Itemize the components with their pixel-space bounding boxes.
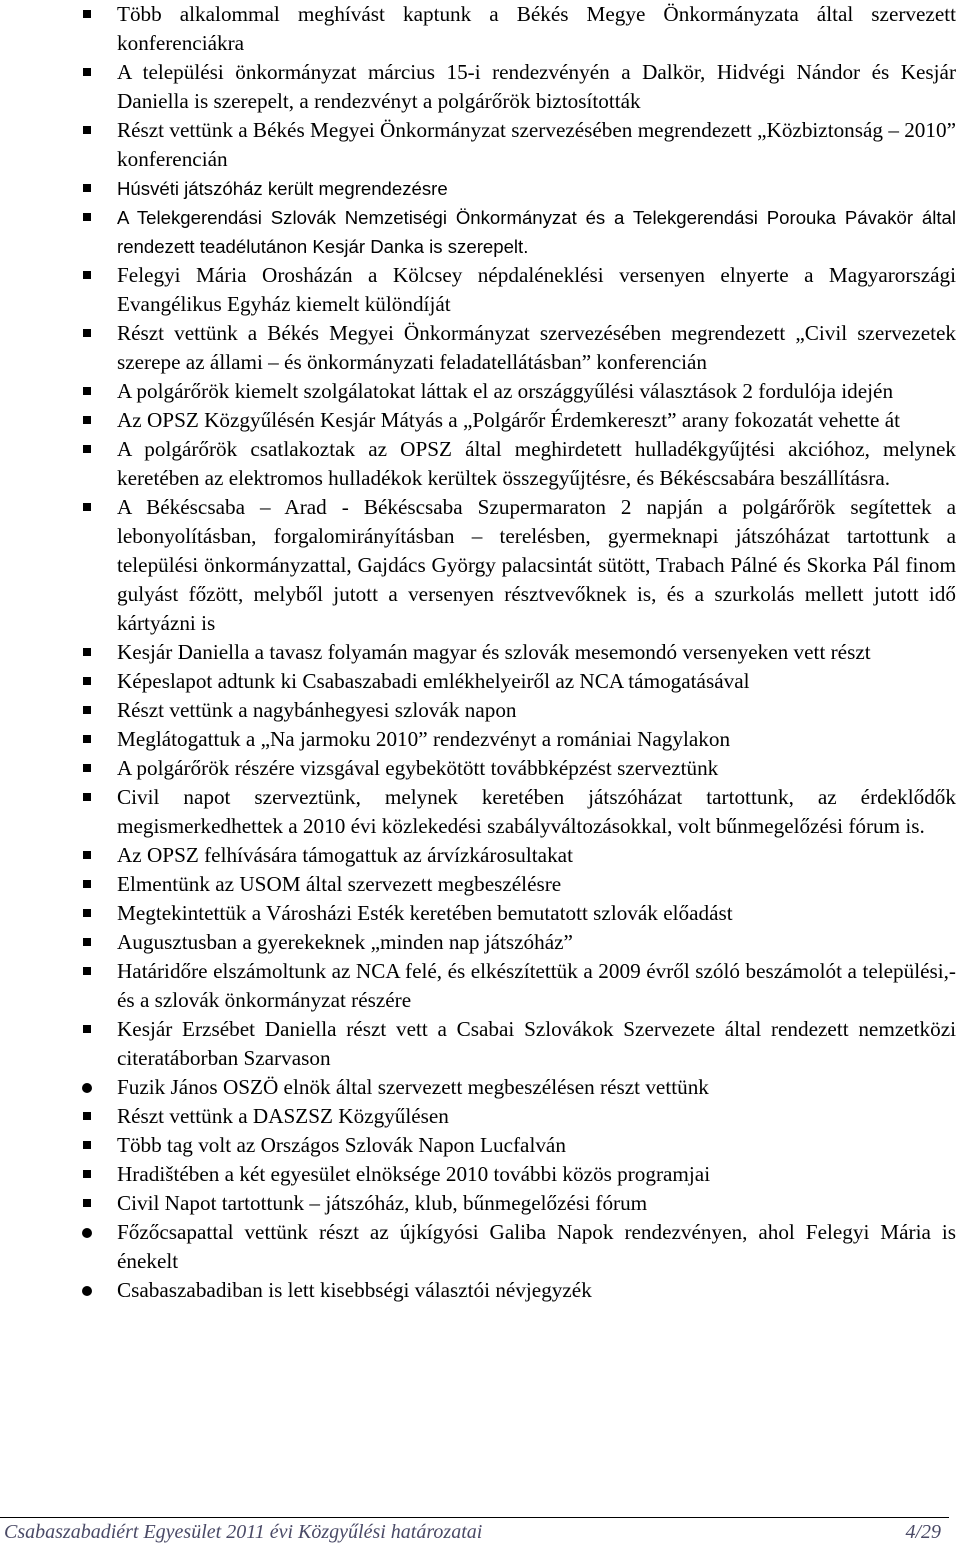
list-item-text: Civil napot szerveztünk, melynek keretében játszóházat tartottunk, az érdeklődők megismerkedhettek a 2010 évi közlekedési szabályváltozásokkal, volt bűnmegelőzési fórum is. (117, 785, 956, 838)
square-bullet-icon (83, 1025, 91, 1033)
list-item-text: A polgárőrök csatlakoztak az OPSZ által meghirdetett hulladékgyűjtési akcióhoz, melynek keretében az elektromos hulladékok kerültek összegyűjtésre, és Békéscsabára beszállításra. (117, 437, 956, 490)
list-item-text: Részt vettünk a DASZSZ Közgyűlésen (117, 1104, 449, 1128)
square-bullet-icon (83, 213, 91, 221)
square-bullet-icon (83, 880, 91, 888)
square-bullet-icon (83, 967, 91, 975)
list-item-text: Húsvéti játszóház került megrendezésre (117, 178, 448, 199)
list-item (78, 754, 956, 783)
square-bullet-icon (83, 677, 91, 685)
list-item (78, 203, 956, 261)
square-bullet-icon (83, 271, 91, 279)
list-item (78, 1073, 956, 1102)
round-bullet-icon (82, 1228, 92, 1238)
square-bullet-icon (83, 416, 91, 424)
list-item (78, 1102, 956, 1131)
list-item-text: Kesjár Erzsébet Daniella részt vett a Csabai Szlovákok Szervezete által rendezett nemzetközi citeratáborban Szarvason (117, 1017, 956, 1070)
square-bullet-icon (83, 793, 91, 801)
list-item-text: Az OPSZ felhívására támogattuk az árvízkárosultakat (117, 843, 573, 867)
list-item-text: Részt vettünk a Békés Megyei Önkormányzat szervezésében megrendezett „Civil szervezetek szerepe az állami – és önkormányzati feladatellátásban” konferencián (117, 321, 956, 374)
list-item-text: Részt vettünk a nagybánhegyesi szlovák napon (117, 698, 517, 722)
list-item (78, 841, 956, 870)
list-item-text: Főzőcsapattal vettünk részt az újkígyósi Galiba Napok rendezvényen, ahol Felegyi Mária is énekelt (117, 1220, 956, 1273)
square-bullet-icon (83, 735, 91, 743)
activity-list (78, 0, 956, 1305)
square-bullet-icon (83, 445, 91, 453)
square-bullet-icon (83, 68, 91, 76)
list-item-text: Képeslapot adtunk ki Csabaszabadi emlékhelyeiről az NCA támogatásával (117, 669, 750, 693)
list-item-text: Kesjár Daniella a tavasz folyamán magyar és szlovák mesemondó versenyeken vett részt (117, 640, 871, 664)
list-item (78, 174, 956, 203)
square-bullet-icon (83, 1141, 91, 1149)
page-footer (0, 1520, 941, 1544)
list-item-text: Csabaszabadiban is lett kisebbségi választói névjegyzék (117, 1278, 592, 1302)
list-item (78, 319, 956, 377)
square-bullet-icon (83, 503, 91, 511)
list-item-text: Elmentünk az USOM által szervezett megbeszélésre (117, 872, 562, 896)
list-item (78, 870, 956, 899)
list-item-text: Több tag volt az Országos Szlovák Napon Lucfalván (117, 1133, 566, 1157)
list-item (78, 1015, 956, 1073)
round-bullet-icon (82, 1286, 92, 1296)
list-item-text: Az OPSZ Közgyűlésén Kesjár Mátyás a „Polgárőr Érdemkereszt” arany fokozatát vehette át (117, 408, 901, 432)
square-bullet-icon (83, 648, 91, 656)
square-bullet-icon (83, 1199, 91, 1207)
list-item-text: Augusztusban a gyerekeknek „minden nap játszóház” (117, 930, 573, 954)
list-item (78, 58, 956, 116)
square-bullet-icon (83, 938, 91, 946)
list-item-text: Több alkalommal meghívást kaptunk a Békés Megye Önkormányzata által szervezett konferenciákra (117, 2, 956, 55)
list-item (78, 928, 956, 957)
list-item (78, 667, 956, 696)
square-bullet-icon (83, 909, 91, 917)
list-item (78, 899, 956, 928)
list-item (78, 1189, 956, 1218)
list-item (78, 261, 956, 319)
list-item (78, 638, 956, 667)
list-item-text: Civil Napot tartottunk – játszóház, klub, bűnmegelőzési fórum (117, 1191, 648, 1215)
list-item-text: Határidőre elszámoltunk az NCA felé, és elkészítettük a 2009 évről szóló beszámolót a települési,- és a szlovák önkormányzat részére (117, 959, 956, 1012)
square-bullet-icon (83, 764, 91, 772)
square-bullet-icon (83, 329, 91, 337)
square-bullet-icon (83, 1112, 91, 1120)
list-item-text: Fuzik János OSZÖ elnök által szervezett megbeszélésen részt vettünk (117, 1075, 709, 1099)
footer-divider (0, 1517, 949, 1518)
list-item-text: A polgárőrök részére vizsgával egybekötött továbbképzést szerveztünk (117, 756, 719, 780)
list-item-text: Részt vettünk a Békés Megyei Önkormányzat szervezésében megrendezett „Közbiztonság – 2010” konferencián (117, 118, 956, 171)
list-item-text: Felegyi Mária Orosházán a Kölcsey népdaléneklési versenyen elnyerte a Magyarországi Evangélikus Egyház kiemelt különdíját (117, 263, 956, 316)
list-item (78, 0, 956, 58)
list-item (78, 116, 956, 174)
list-item (78, 1160, 956, 1189)
list-item (78, 493, 956, 638)
list-item (78, 1218, 956, 1276)
list-item (78, 406, 956, 435)
list-item-text: Meglátogattuk a „Na jarmoku 2010” rendezvényt a romániai Nagylakon (117, 727, 731, 751)
list-item-text: A Telekgerendási Szlovák Nemzetiségi Önkormányzat és a Telekgerendási Porouka Pávakör által rendezett teadélutánon Kesjár Danka is szerepelt. (117, 207, 956, 257)
list-item (78, 1131, 956, 1160)
footer-page-number: 4/29 (905, 1521, 941, 1543)
square-bullet-icon (83, 126, 91, 134)
list-item-text: A települési önkormányzat március 15-i rendezvényén a Dalkör, Hidvégi Nándor és Kesjár Daniella is szerepelt, a rendezvényt a polgárőrök biztosították (117, 60, 956, 113)
list-item-text: Hradištében a két egyesület elnöksége 2010 további közös programjai (117, 1162, 711, 1186)
list-item-text: A polgárőrök kiemelt szolgálatokat láttak el az országgyűlési választások 2 fordulója idején (117, 379, 894, 403)
square-bullet-icon (83, 387, 91, 395)
square-bullet-icon (83, 184, 91, 192)
list-item (78, 725, 956, 754)
round-bullet-icon (82, 1083, 92, 1093)
square-bullet-icon (83, 706, 91, 714)
footer-document-title: Csabaszabadiért Egyesület 2011 évi Közgyűlési határozatai (4, 1521, 483, 1543)
square-bullet-icon (83, 1170, 91, 1178)
square-bullet-icon (83, 10, 91, 18)
list-item (78, 696, 956, 725)
list-item (78, 957, 956, 1015)
square-bullet-icon (83, 851, 91, 859)
list-item (78, 435, 956, 493)
list-item (78, 1276, 956, 1305)
list-item (78, 783, 956, 841)
list-item-text: Megtekintettük a Városházi Esték keretében bemutatott szlovák előadást (117, 901, 733, 925)
list-item-text: A Békéscsaba – Arad - Békéscsaba Szupermaraton 2 napján a polgárőrök segítettek a lebonyolításban, forgalomirányításban – terelésben, gyermeknapi játszóházat tartottunk a települési önkormányzattal, Gajdács György palacsintát sütött, Trabach Pálné és Skorka Pál finom gulyást főzött, melyből jutott a versenyen résztvevőknek is, és a szurkolás mellett jutott idő kártyázni is (117, 495, 956, 635)
list-item (78, 377, 956, 406)
